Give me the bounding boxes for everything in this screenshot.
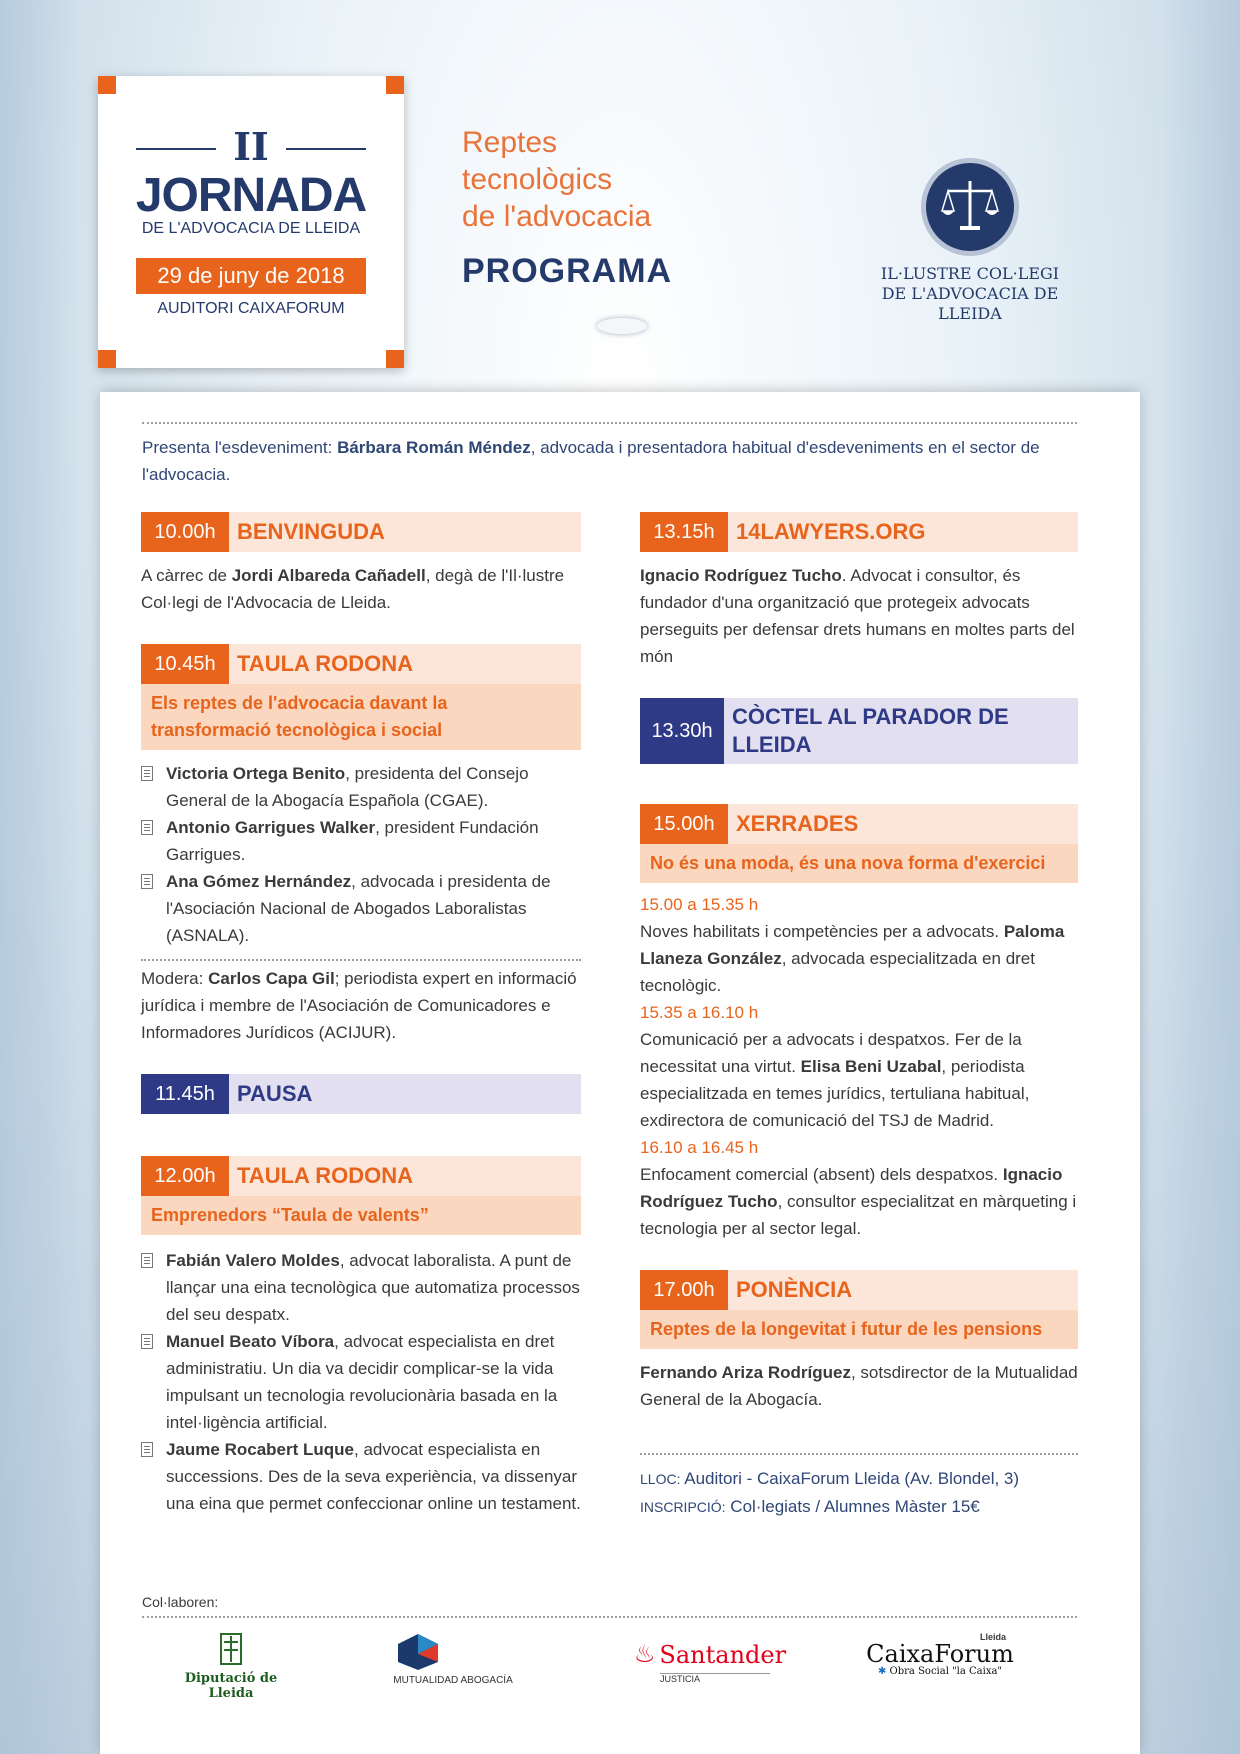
session-time: 15.00h [640,804,728,844]
session-label: PAUSA [237,1081,313,1106]
college-name: IL·LUSTRE COL·LEGI DE L'ADVOCACIA DE LLEIDA [880,264,1060,323]
slot-time: 16.10 a 16.45 h [640,1138,759,1157]
session-xerrades [640,804,1078,844]
divider [141,959,581,961]
session-label: CÒCTEL AL PARADOR DE LLEIDA [732,704,1009,757]
session-time: 11.45h [141,1074,229,1114]
event-info [640,1465,1078,1521]
list-item: Fabián Valero Moldes, advocat laboralista. A punt de llançar una eina tecnològica que automatiza processos del seu despatx. [141,1247,581,1328]
session-ponencia [640,1270,1078,1310]
session-coctel [640,698,1078,764]
list-item: Jaume Rocabert Luque, advocat especialista en successions. Des de la seva experiència, va dissenyar una eina que permet confeccionar online un testament. [141,1436,581,1517]
edition-numeral: II [233,124,269,169]
right-column [640,512,1078,1521]
sponsor-diputacio: Diputació de Lleida [166,1632,296,1701]
collaborators-label: Col·laboren: [142,1594,219,1610]
session-label: 14LAWYERS.ORG [736,519,926,544]
session-time: 13.30h [640,698,724,764]
presenter-intro: Presenta l'esdeveniment: Bárbara Román Méndez, advocada i presentadora habitual d'esdeveniments en el sector de l'advocacia. [142,438,1040,484]
document-icon [141,1442,153,1457]
session-label: TAULA RODONA [237,1163,413,1188]
session-taula-rodona-1 [141,644,581,684]
list-item: Ana Gómez Hernández, advocada i presidenta de l'Asociación Nacional de Abogados Laboralistas (ASNALA). [141,868,581,949]
corner-square [98,76,116,94]
light-beam-left [0,0,80,1754]
divider [142,422,1077,424]
left-column [141,512,581,1517]
session-description: Fernando Ariza Rodríguez, sotsdirector de la Mutualidad General de la Abogacía. [640,1363,1078,1409]
sponsor-santander: ♨ Santander JUSTICIA [633,1640,787,1684]
college-logo [850,158,1090,324]
session-time: 10.45h [141,644,229,684]
sponsor-mutualidad: MUTUALIDAD ABOGACÍA [388,1632,518,1686]
event-date: 29 de juny de 2018 [136,258,366,294]
session-14lawyers [640,512,1078,552]
session-label: BENVINGUDA [237,519,385,544]
venue-info: LLOC: Auditori - CaixaForum Lleida (Av. Blondel, 3) [640,1469,1020,1488]
badge-title: JORNADA [135,169,367,222]
coat-of-arms-icon [220,1632,242,1666]
sponsor-caixaforum: Lleida CaixaForum ✱ Obra Social "la Caixa" [866,1632,1014,1677]
ceiling-light [597,318,647,334]
slot-description: Noves habilitats i competències per a advocats. Paloma Llaneza González, advocada especialitzada en dret tecnològic. [640,922,1065,995]
slot-time: 15.35 a 16.10 h [640,1003,759,1022]
document-icon [141,1334,153,1349]
moderator: Modera: Carlos Capa Gil; periodista expert en informació jurídica i membre de l'Asociación de Comunicadores e Informadores Jurídicos (ACIJUR). [141,969,577,1042]
session-description: A càrrec de Jordi Albareda Cañadell, degà de l'Il·lustre Col·legi de l'Advocacia de Lleida. [141,566,565,612]
slot-description: Comunicació per a advocats i despatxos. Fer de la necessitat una virtut. Elisa Beni Uzabal, periodista especialitzada en temes jurídics, tertuliana habitual, exdirectora de comunicació del TSJ de Madrid. [640,1030,1030,1130]
corner-square [386,76,404,94]
slot-time: 15.00 a 15.35 h [640,895,759,914]
light-beam-right [1160,0,1240,1754]
mutualidad-logo-icon [396,1632,440,1672]
session-time: 12.00h [141,1156,229,1196]
list-item: Victoria Ortega Benito, presidenta del Consejo General de la Abogacía Española (CGAE). [141,760,581,814]
document-icon [141,1253,153,1268]
list-item: Manuel Beato Víbora, advocat especialista en dret administratiu. Un dia va decidir complicar-se la vida impulsant un tecnologia revolucionària basada en la intel·ligència artificial. [141,1328,581,1436]
document-icon [141,766,153,781]
event-badge [98,76,404,368]
program-sheet [100,392,1140,1754]
badge-subtitle: DE L'ADVOCACIA DE LLEIDA [141,220,361,237]
divider [142,1616,1077,1618]
speaker-list [141,1247,581,1517]
session-description: Ignacio Rodríguez Tucho. Advocat i consultor, és fundador d'una organització que protegeix advocats perseguits per defensar drets humans en moltes parts del món [640,566,1075,666]
scales-of-justice-icon [921,158,1019,256]
session-subtitle: Els reptes de l'advocacia davant la transformació tecnològica i social [141,684,581,750]
session-subtitle: Reptes de la longevitat i futur de les pensions [640,1310,1078,1349]
corner-square [98,350,116,368]
session-pausa [141,1074,581,1114]
session-label: PONÈNCIA [736,1277,853,1302]
registration-info: INSCRIPCIÓ: Col·legiats / Alumnes Màster 15€ [640,1497,980,1516]
session-label: TAULA RODONA [237,651,413,676]
session-time: 10.00h [141,512,229,552]
session-subtitle: Emprenedors “Taula de valents” [141,1196,581,1235]
corner-square [386,350,404,368]
flame-icon: ♨ [633,1641,656,1668]
star-icon: ✱ [877,1666,887,1677]
divider [640,1453,1078,1455]
list-item: Antonio Garrigues Walker, president Fundación Garrigues. [141,814,581,868]
document-icon [141,874,153,889]
slot-description: Enfocament comercial (absent) dels despatxos. Ignacio Rodríguez Tucho, consultor especialitzat en màrqueting i tecnologia per al sector legal. [640,1165,1077,1238]
document-icon [141,820,153,835]
session-benvinguda [141,512,581,552]
session-subtitle: No és una moda, és una nova forma d'exercici [640,844,1078,883]
speaker-list [141,760,581,949]
event-title: Reptes tecnològics de l'advocacia [462,126,652,233]
session-time: 17.00h [640,1270,728,1310]
programa-heading: PROGRAMA [462,252,673,290]
session-label: XERRADES [736,811,859,836]
session-taula-rodona-2 [141,1156,581,1196]
event-venue: AUDITORI CAIXAFORUM [157,300,345,317]
talk-slots [640,891,1078,1242]
session-time: 13.15h [640,512,728,552]
